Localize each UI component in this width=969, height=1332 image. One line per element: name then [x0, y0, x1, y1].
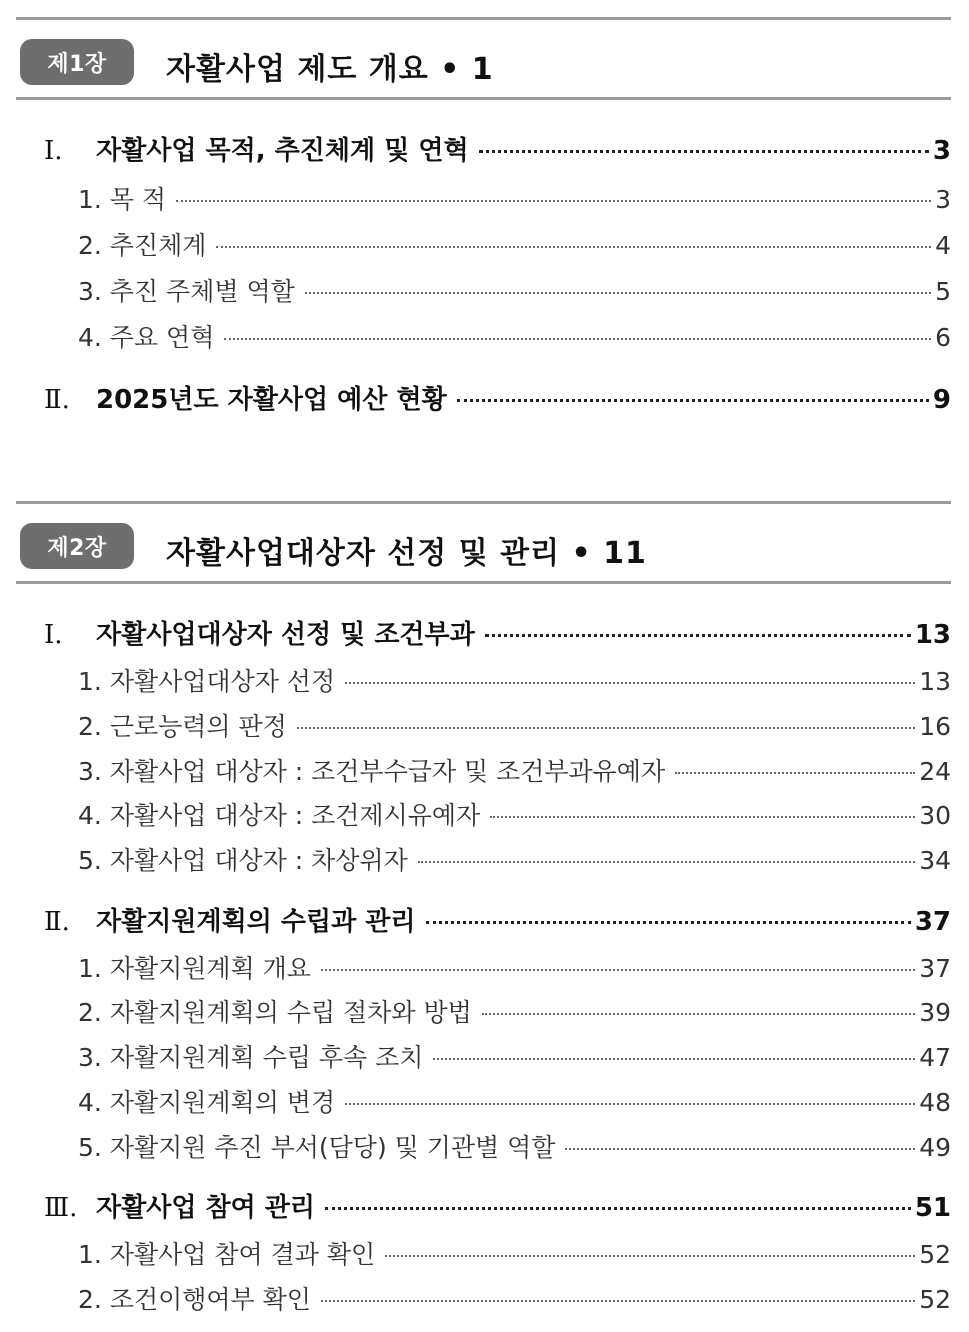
chapter-title: 자활사업대상자 선정 및 관리 • 11 — [166, 536, 647, 571]
toc-item[interactable] — [16, 752, 951, 788]
item-label: 2. 근로능력의 판정 — [78, 712, 287, 741]
item-label: 5. 자활지원 추진 부서(담당) 및 기관별 역할 — [78, 1133, 556, 1162]
chapter-top-rule — [16, 501, 951, 504]
section-title: 자활사업 참여 관리 — [96, 1193, 316, 1223]
section-page: 51 — [914, 1193, 951, 1223]
leader-dots — [325, 1207, 911, 1210]
chapter-bottom-rule — [16, 97, 951, 100]
item-label: 4. 자활지원계획의 변경 — [78, 1088, 336, 1117]
toc-item[interactable] — [16, 993, 951, 1029]
leader-dots — [305, 292, 931, 294]
toc-item[interactable] — [16, 1280, 951, 1316]
leader-dots — [297, 727, 915, 729]
item-page: 5 — [935, 277, 951, 306]
toc-item[interactable] — [16, 1128, 951, 1164]
leader-dots — [675, 772, 915, 774]
toc-item[interactable] — [16, 1083, 951, 1119]
section-page: 9 — [932, 385, 951, 415]
section-number: Ⅰ. — [44, 620, 63, 650]
item-label: 3. 자활사업 대상자 : 조건부수급자 및 조건부과유예자 — [78, 757, 666, 786]
section-number: Ⅲ. — [44, 1193, 78, 1223]
toc-item[interactable] — [16, 707, 951, 743]
item-page: 4 — [935, 231, 951, 260]
toc-section[interactable] — [16, 379, 951, 416]
item-page: 6 — [935, 323, 951, 352]
toc-section[interactable] — [16, 1187, 951, 1224]
leader-dots — [426, 921, 911, 924]
item-label: 5. 자활사업 대상자 : 차상위자 — [78, 846, 408, 875]
item-page: 47 — [919, 1043, 951, 1072]
section-number: Ⅰ. — [44, 136, 63, 166]
item-label: 1. 목 적 — [78, 185, 167, 214]
leader-dots — [176, 200, 931, 202]
chapter-top-rule — [16, 17, 951, 20]
toc-section[interactable] — [16, 901, 951, 938]
toc-section[interactable] — [16, 130, 951, 167]
leader-dots — [345, 682, 915, 684]
leader-dots — [479, 150, 929, 153]
toc-item[interactable] — [16, 318, 951, 354]
section-page: 13 — [914, 620, 951, 650]
item-label: 2. 추진체계 — [78, 231, 207, 260]
leader-dots — [565, 1148, 915, 1150]
item-page: 37 — [919, 954, 951, 983]
leader-dots — [345, 1103, 915, 1105]
section-title: 자활사업대상자 선정 및 조건부과 — [96, 620, 475, 650]
leader-dots — [457, 399, 929, 402]
toc-item[interactable] — [16, 949, 951, 985]
section-title: 자활사업 목적, 추진체계 및 연혁 — [96, 136, 469, 166]
section-number: Ⅱ. — [44, 907, 70, 937]
toc-item[interactable] — [16, 1038, 951, 1074]
leader-dots — [216, 246, 931, 248]
item-page: 3 — [935, 185, 951, 214]
item-page: 39 — [919, 998, 951, 1027]
item-page: 48 — [919, 1088, 951, 1117]
item-label: 1. 자활지원계획 개요 — [78, 954, 311, 983]
item-page: 13 — [919, 667, 951, 696]
leader-dots — [385, 1255, 915, 1257]
leader-dots — [490, 816, 915, 818]
item-label: 4. 주요 연혁 — [78, 323, 215, 352]
chapter-title: 자활사업 제도 개요 • 1 — [166, 52, 494, 87]
leader-dots — [224, 338, 931, 340]
leader-dots — [485, 634, 911, 637]
toc-item[interactable] — [16, 1235, 951, 1271]
toc-section[interactable] — [16, 614, 951, 651]
toc-item[interactable] — [16, 272, 951, 308]
toc-item[interactable] — [16, 841, 951, 877]
toc-item[interactable] — [16, 180, 951, 216]
section-page: 3 — [932, 136, 951, 166]
chapter-badge: 제1장 — [20, 39, 134, 85]
item-label: 1. 자활사업 참여 결과 확인 — [78, 1240, 376, 1269]
toc-item[interactable] — [16, 662, 951, 698]
item-page: 49 — [919, 1133, 951, 1162]
chapter-badge: 제2장 — [20, 523, 134, 569]
leader-dots — [321, 969, 915, 971]
item-label: 1. 자활사업대상자 선정 — [78, 667, 336, 696]
section-page: 37 — [914, 907, 951, 937]
item-page: 30 — [919, 801, 951, 830]
chapter-bottom-rule — [16, 581, 951, 584]
item-label: 3. 추진 주체별 역할 — [78, 277, 295, 306]
item-page: 24 — [919, 757, 951, 786]
section-title: 2025년도 자활사업 예산 현황 — [96, 385, 447, 415]
leader-dots — [418, 861, 915, 863]
item-page: 16 — [919, 712, 951, 741]
item-page: 34 — [919, 846, 951, 875]
item-label: 3. 자활지원계획 수립 후속 조치 — [78, 1043, 424, 1072]
item-label: 4. 자활사업 대상자 : 조건제시유예자 — [78, 801, 481, 830]
item-page: 52 — [919, 1285, 951, 1314]
item-label: 2. 조건이행여부 확인 — [78, 1285, 311, 1314]
leader-dots — [321, 1300, 915, 1302]
toc-item[interactable] — [16, 226, 951, 262]
item-label: 2. 자활지원계획의 수립 절차와 방법 — [78, 998, 472, 1027]
section-title: 자활지원계획의 수립과 관리 — [96, 907, 416, 937]
toc-item[interactable] — [16, 796, 951, 832]
item-page: 52 — [919, 1240, 951, 1269]
leader-dots — [433, 1058, 915, 1060]
leader-dots — [482, 1013, 915, 1015]
section-number: Ⅱ. — [44, 385, 70, 415]
